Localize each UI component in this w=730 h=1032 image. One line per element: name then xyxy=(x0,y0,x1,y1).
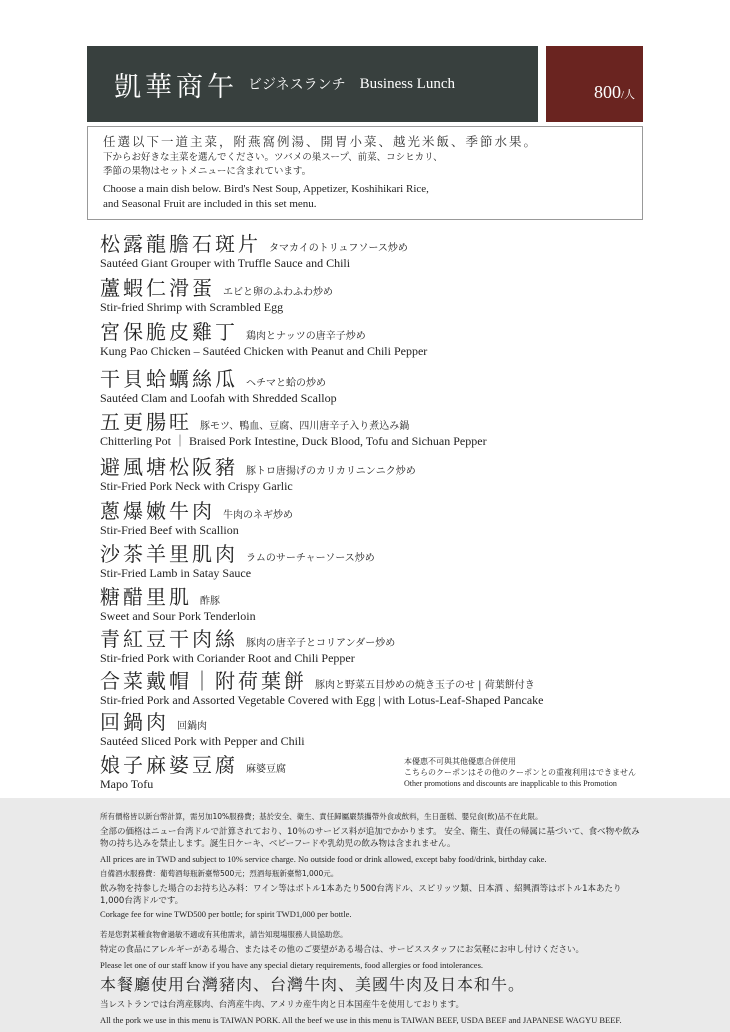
dish-name-en: Stir-fried Pork and Assorted Vegetable Covered with Egg | with Lotus-Leaf-Shaped Pancake xyxy=(100,693,544,707)
dish-name-zh: 五更腸旺 xyxy=(100,410,192,434)
dish-name-en: Stir-fried Pork with Coriander Root and Chili Pepper xyxy=(100,651,355,665)
dish-item xyxy=(100,451,416,493)
dish-name-jp: 麻婆豆腐 xyxy=(246,764,286,775)
dish-name-en: Stir-Fried Lamb in Satay Sauce xyxy=(100,566,252,580)
dish-name-zh: 回鍋肉 xyxy=(100,710,169,734)
dish-name-en: Chitterling Pot ｜ Braised Pork Intestine, Duck Blood, Tofu and Sichuan Pepper xyxy=(100,434,487,448)
dish-item xyxy=(100,706,305,748)
note-corkage-zh: 自備酒水服務費：葡萄酒每瓶新臺幣500元；烈酒每瓶新臺幣1,000元。 xyxy=(100,869,339,878)
dish-name-jp: 牛肉のネギ炒め xyxy=(223,510,293,521)
dish-item xyxy=(100,316,427,358)
note-corkage-jp: 飲み物を持参した場合のお持ち込み料：ワイン等はボトル1本あたり500台湾ドル、スピリッツ類、日本酒 、紹興酒等はボトル1本あたり1,000台湾ドルです。 xyxy=(100,884,622,906)
intro-en-2: and Seasonal Fruit are included in this set menu. xyxy=(103,198,317,210)
promo-en: Other promotions and discounts are inapplicable to this Promotion xyxy=(404,779,617,788)
footer-notes xyxy=(0,798,730,1032)
intro-jp-2: 季節の果物はセットメニューに含まれています。 xyxy=(103,167,312,177)
dish-name-zh: 宮保脆皮雞丁 xyxy=(100,320,238,344)
dish-item xyxy=(100,749,286,791)
dish-name-jp: 豚トロ唐揚げのカリカリニンニク炒め xyxy=(246,466,416,477)
dish-name-en: Sautéed Giant Grouper with Truffle Sauce and Chili xyxy=(100,256,351,270)
dish-name-zh: 蔥爆嫩牛肉 xyxy=(100,499,215,523)
dish-name-jp: 回鍋肉 xyxy=(177,721,207,732)
note-corkage-en: Corkage fee for wine TWD500 per bottle; for spirit TWD1,000 per bottle. xyxy=(100,909,352,919)
dish-name-zh: 沙茶羊里肌肉 xyxy=(100,542,238,566)
dish-item xyxy=(100,623,395,665)
intro-en-1: Choose a main dish below. Bird's Nest Soup, Appetizer, Koshihikari Rice, xyxy=(103,183,429,195)
intro-jp-1: 下からお好きな主菜を選んでください。ツバメの巣スープ、前菜、コシヒカリ、 xyxy=(103,153,443,163)
dish-name-en: Stir-Fried Beef with Scallion xyxy=(100,523,239,537)
dish-name-en: Stir-Fried Pork Neck with Crispy Garlic xyxy=(100,479,293,493)
title-jp: ビジネスランチ xyxy=(248,77,346,93)
dish-item xyxy=(100,581,256,623)
dish-name-jp: 鶏肉とナッツの唐辛子炒め xyxy=(246,331,366,342)
dish-name-en: Mapo Tofu xyxy=(100,777,154,791)
dish-name-jp: ラムのサーチャーソース炒め xyxy=(246,553,375,564)
dish-name-jp: 豚肉と野菜五目炒めの焼き玉子のせ | 荷葉餅付き xyxy=(315,680,535,691)
note-price-en: All prices are in TWD and subject to 10% service charge. No outside food or drink allowed, except baby food/drink, birthday cake. xyxy=(100,854,547,864)
dish-name-zh: 娘子麻婆豆腐 xyxy=(100,753,238,777)
dish-item xyxy=(100,272,333,314)
dish-name-zh: 避風塘松阪豬 xyxy=(100,455,238,479)
dish-name-jp: エビと卵のふわふわ炒め xyxy=(223,287,333,298)
price: 800 xyxy=(593,82,621,102)
dish-name-zh: 青紅豆干肉絲 xyxy=(100,627,238,651)
promo-jp: こちらのクーポンはその他のクーポンとの重複利用はできません xyxy=(404,768,636,777)
note-allergy-zh: 若是您對某種食物會過敏不適或有其他需求，請告知現場服務人員協助您。 xyxy=(100,930,348,939)
note-allergy-en: Please let one of our staff know if you have any special dietary requirements, food allergies or food intolerances. xyxy=(100,960,484,970)
note-price-jp: 全部の価格はニュー台湾ドルで計算されており、10％のサービス料が追加でかかります。 安全、衛生、責任の帰属に基づいて、食べ物や飲み物の持ち込みを禁止します。誕生日ケーキ、ベビーフードや乳幼児の飲み物は含まれません。 xyxy=(100,827,640,849)
dish-name-zh: 合菜戴帽｜附荷葉餅 xyxy=(100,669,307,693)
promo-note xyxy=(404,756,636,789)
dish-name-en: Kung Pao Chicken – Sautéed Chicken with Peanut and Chili Pepper xyxy=(100,344,428,358)
promo-zh: 本優惠不可與其他優惠合併使用 xyxy=(404,757,516,766)
dish-name-zh: 松露龍膽石斑片 xyxy=(100,232,261,256)
price-unit: /人 xyxy=(620,89,635,101)
note-meat-en: All the pork we use in this menu is TAIWAN PORK. All the beef we use in this menu is TAIWAN BEEF, USDA BEEF and JAPANESE WAGYU BEEF. xyxy=(100,1015,622,1025)
note-price-zh: 所有價格皆以新台幣計算，需另加10%服務費；基於安全、衛生、責任歸屬嚴禁攜帶外食或飲料，生日蛋糕、嬰兒食(飲)品不在此限。 xyxy=(100,812,543,821)
dish-name-zh: 蘆蝦仁滑蛋 xyxy=(100,276,215,300)
dish-name-jp: タマカイのトリュフソース炒め xyxy=(269,243,408,254)
dish-name-en: Sautéed Sliced Pork with Pepper and Chili xyxy=(100,734,305,748)
dish-item xyxy=(100,363,337,405)
dish-name-jp: 豚肉の唐辛子とコリアンダー炒め xyxy=(246,638,396,649)
dish-name-en: Sautéed Clam and Loofah with Shredded Scallop xyxy=(100,391,337,405)
title-zh: 凱華商午 xyxy=(114,71,238,103)
dish-name-zh: 糖醋里肌 xyxy=(100,585,192,609)
dish-item xyxy=(100,228,408,270)
dish-name-en: Stir-fried Shrimp with Scrambled Egg xyxy=(100,300,284,314)
dish-item xyxy=(100,406,487,448)
dish-name-en: Sweet and Sour Pork Tenderloin xyxy=(100,609,256,623)
dish-name-jp: 酢豚 xyxy=(200,596,220,607)
title-en: Business Lunch xyxy=(359,75,456,92)
note-meat-jp: 当レストランでは台湾産豚肉、台湾産牛肉、アメリカ産牛肉と日本国産牛を使用しております。 xyxy=(100,1000,464,1010)
dish-item xyxy=(100,665,544,707)
note-meat-zh: 本餐廳使用台灣豬肉、台灣牛肉、美國牛肉及日本和牛。 xyxy=(100,975,526,994)
menu-header xyxy=(87,46,538,122)
dish-name-jp: ヘチマと蛤の炒め xyxy=(246,378,326,389)
intro-zh: 任選以下一道主菜，附燕窩例湯、開胃小菜、越光米飯、季節水果。 xyxy=(103,134,539,149)
note-allergy-jp: 特定の食品にアレルギーがある場合、またはその他のご要望がある場合は、サービススタッフにお気軽にお申し付けください。 xyxy=(100,945,584,955)
intro-box xyxy=(87,126,643,220)
price-badge xyxy=(546,46,643,122)
dish-name-jp: 豚モツ、鴨血、豆腐、四川唐辛子入り煮込み鍋 xyxy=(200,421,410,432)
dish-item xyxy=(100,495,293,537)
dish-item xyxy=(100,538,375,580)
dish-name-zh: 干貝蛤蠣絲瓜 xyxy=(100,367,238,391)
